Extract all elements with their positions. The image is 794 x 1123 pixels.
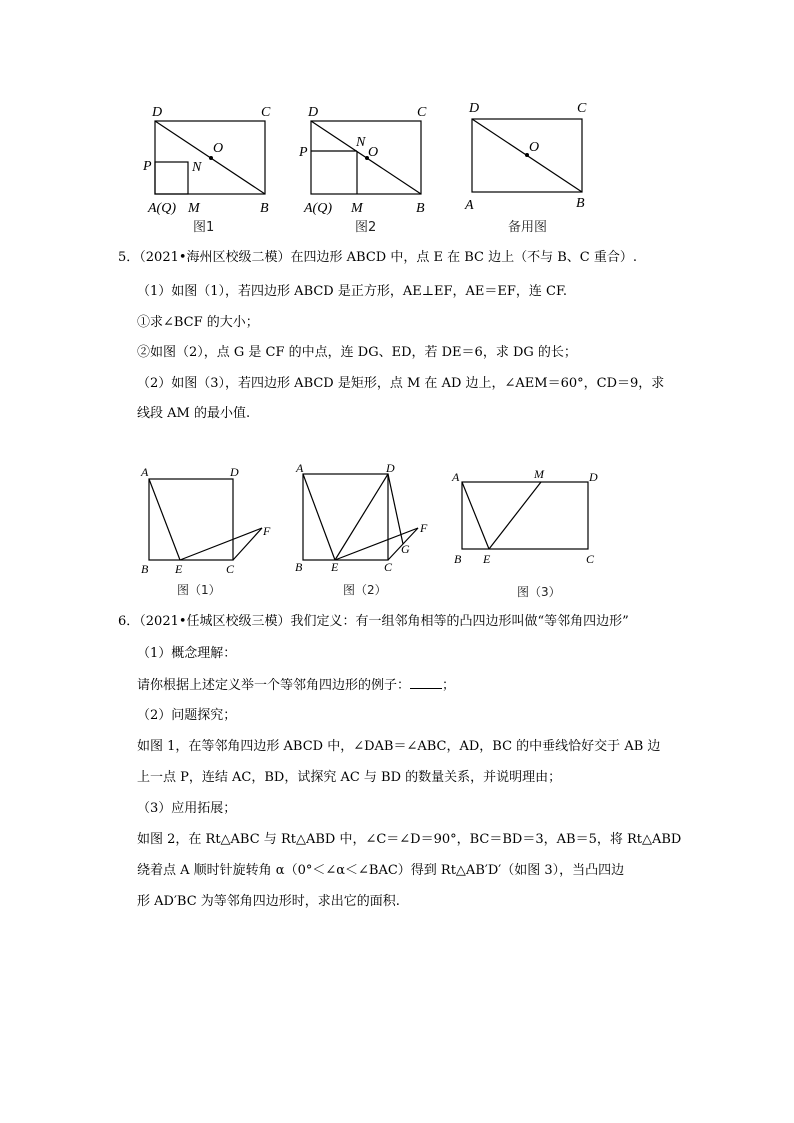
label-f: F xyxy=(263,524,271,538)
q6-part1-text: 请你根据上述定义举一个等邻角四边形的例子： xyxy=(137,678,411,693)
segment-ae xyxy=(149,479,180,560)
top-figure-3 xyxy=(467,115,592,200)
label-b: B xyxy=(141,562,149,576)
label-o: O xyxy=(213,141,224,156)
label-a: A xyxy=(296,461,304,475)
square-abcd xyxy=(303,474,388,560)
label-c: C xyxy=(226,562,235,576)
label-o: O xyxy=(368,145,379,160)
q5-part2-b: 线段 AM 的最小值. xyxy=(137,406,251,421)
label-b: B xyxy=(295,560,303,574)
label-a: A xyxy=(141,465,149,479)
label-c: C xyxy=(261,105,271,120)
caption-q5-fig1: 图（1） xyxy=(177,583,221,597)
segment-em xyxy=(489,482,541,549)
label-m: M xyxy=(534,467,544,481)
q6-part2-heading: （2）问题探究； xyxy=(137,708,237,723)
q6-part2-line1: 如图 1，在等邻角四边形 ABCD 中，∠DAB＝∠ABC，AD，BC 的中垂线恰好交于 AB 边 xyxy=(137,739,661,754)
q6-part2-line2: 上一点 P，连结 AC，BD，试探究 AC 与 BD 的数量关系，并说明理由； xyxy=(137,770,562,785)
q5-stem: 5．（2021•海州区校级二模）在四边形 ABCD 中，点 E 在 BC 边上（不与 B、C 重合）. xyxy=(118,250,637,265)
label-aq: A(Q) xyxy=(148,201,176,216)
segment-dg xyxy=(388,474,403,544)
label-b: B xyxy=(416,201,425,216)
caption-fig1: 图1 xyxy=(193,220,215,235)
label-d: D xyxy=(386,461,395,475)
small-square xyxy=(155,162,188,194)
label-p: P xyxy=(143,159,152,174)
segment-ae xyxy=(462,482,489,549)
label-e: E xyxy=(331,560,339,574)
label-b: B xyxy=(576,196,585,211)
rectangle-abcd xyxy=(462,482,588,549)
caption-fig2: 图2 xyxy=(355,220,377,235)
label-n: N xyxy=(356,135,366,150)
label-d: D xyxy=(152,105,163,120)
q5-part1-a: ①求∠BCF 的大小； xyxy=(137,315,259,330)
label-aq: A(Q) xyxy=(304,201,332,216)
label-c: C xyxy=(586,552,595,566)
segment-cf xyxy=(233,528,262,560)
label-m: M xyxy=(188,201,200,216)
q6-part1-question xyxy=(137,676,455,695)
q5-figure-2 xyxy=(295,466,435,566)
q5-part1-b: ②如图（2），点 G 是 CF 的中点，连 DG、ED，若 DE＝6，求 DG 的长； xyxy=(137,345,577,360)
label-o: O xyxy=(529,140,540,155)
q6-part1-end: ； xyxy=(442,678,456,693)
q6-part3-line1: 如图 2，在 Rt△ABC 与 Rt△ABD 中，∠C＝∠D＝90°，BC＝BD＝3，AB＝5，将 Rt△ABD xyxy=(137,832,682,847)
square-abcd xyxy=(149,479,233,560)
q6-part3-line2: 绕着点 A 顺时针旋转角 α（0°＜∠α＜∠BAC）得到 Rt△AB′D′（如图 3），当凸四边 xyxy=(137,863,625,878)
segment-ef xyxy=(180,528,262,560)
q6-part1-heading: （1）概念理解： xyxy=(137,646,237,661)
label-c: C xyxy=(384,560,393,574)
label-g: G xyxy=(401,542,410,556)
label-f: F xyxy=(420,521,428,535)
label-e: E xyxy=(483,552,491,566)
label-c: C xyxy=(577,101,587,116)
q6-part3-heading: （3）应用拓展； xyxy=(137,801,237,816)
q5-figure-3 xyxy=(455,472,595,557)
label-e: E xyxy=(175,562,183,576)
label-d: D xyxy=(589,470,598,484)
q6-stem: 6．（2021•任城区校级三模）我们定义：有一组邻角相等的凸四边形叫做“等邻角四边形” xyxy=(118,614,629,629)
q6-part3-line3: 形 AD′BC 为等邻角四边形时，求出它的面积. xyxy=(137,894,400,909)
label-d: D xyxy=(230,465,239,479)
label-d: D xyxy=(308,105,319,120)
label-p: P xyxy=(299,145,308,160)
label-b: B xyxy=(260,201,269,216)
label-m: M xyxy=(351,201,363,216)
point-o xyxy=(209,156,213,160)
caption-q5-fig2: 图（2） xyxy=(343,583,387,597)
q5-part2-a: （2）如图（3），若四边形 ABCD 是矩形，点 M 在 AD 边上，∠AEM＝60°，CD＝9，求 xyxy=(137,376,665,391)
label-n: N xyxy=(192,160,202,175)
segment-ae xyxy=(303,474,335,560)
answer-blank[interactable] xyxy=(410,676,442,689)
caption-spare-figure: 备用图 xyxy=(508,220,548,235)
q5-part1: （1）如图（1），若四边形 ABCD 是正方形，AE⊥EF，AE＝EF，连 CF. xyxy=(137,284,568,299)
label-c: C xyxy=(417,105,427,120)
q5-figure-1 xyxy=(140,470,280,570)
label-a: A xyxy=(465,198,474,213)
segment-ed xyxy=(335,474,388,560)
top-figure-1 xyxy=(150,115,275,200)
label-b: B xyxy=(454,552,462,566)
label-a: A xyxy=(452,470,460,484)
label-d: D xyxy=(469,101,480,116)
caption-q5-fig3: 图（3） xyxy=(517,585,561,599)
